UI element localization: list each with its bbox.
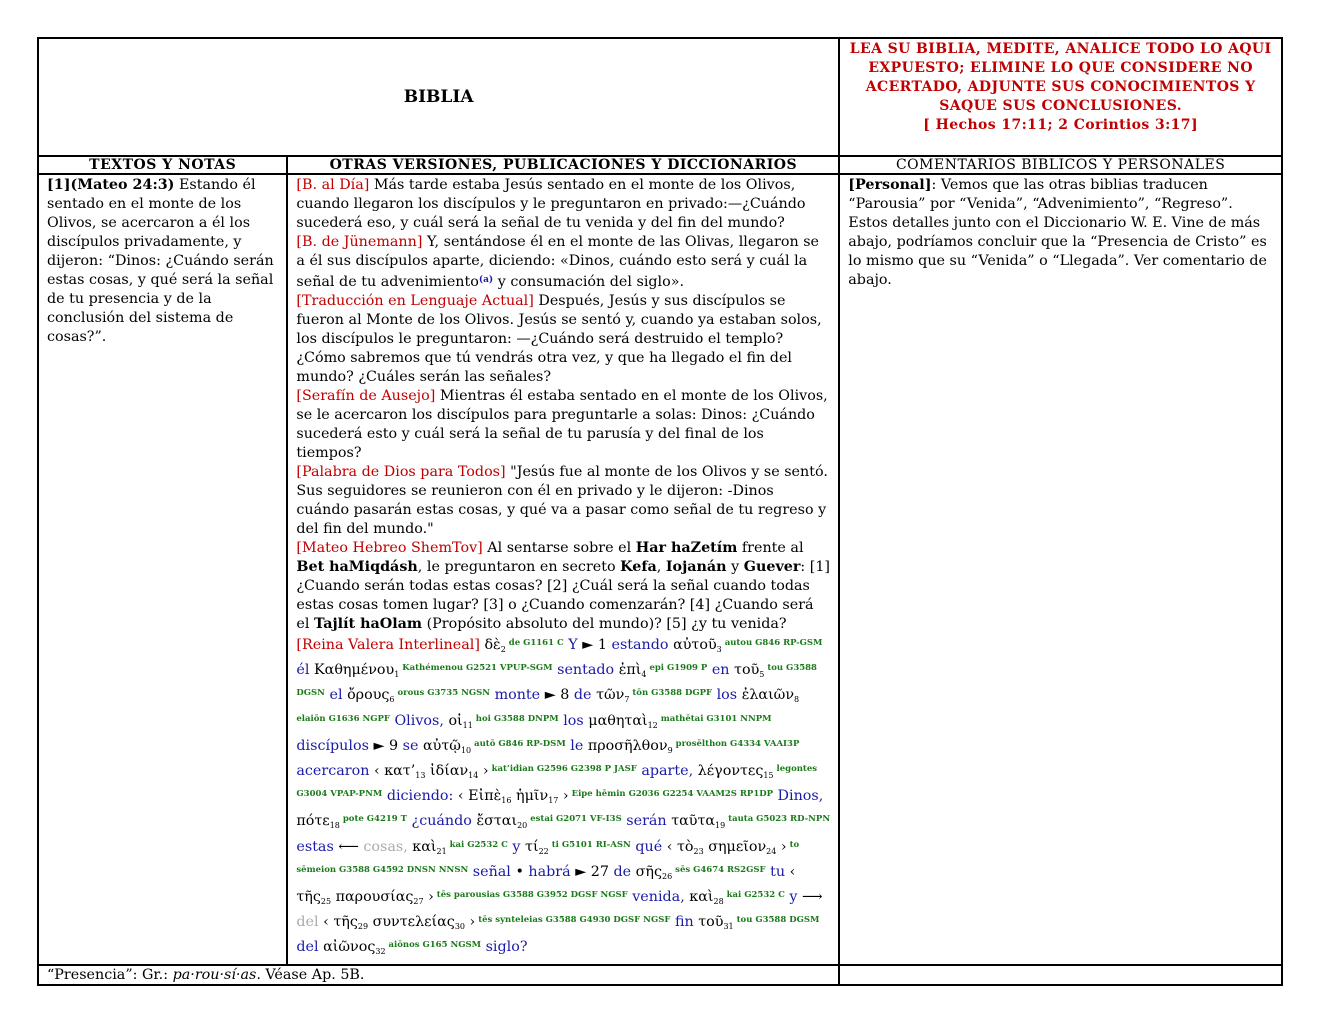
word-order-number: 1 xyxy=(394,670,400,680)
strongs-code[interactable]: Kathémenou G2521 VPUP-SGM xyxy=(399,663,553,674)
greek-token xyxy=(323,939,481,955)
order-marker: ⟵ xyxy=(338,838,359,855)
shemtov-term: Guever xyxy=(743,559,801,575)
header-title xyxy=(38,38,839,156)
greek-token xyxy=(636,864,766,880)
header-note xyxy=(839,38,1282,156)
spanish-word: los xyxy=(716,687,738,704)
version-text: Y, sentándose él en el monte de las Olivas, llegaron se a él sus discípulos aparte, diciendo: «Dinos, cuándo esto será y cuál la señal de tu advenimiento xyxy=(296,234,820,290)
word-order-number: 8 xyxy=(794,695,800,705)
greek-token xyxy=(476,813,621,829)
greek-word: αὐτοῦ xyxy=(673,637,717,653)
greek-word: ἐλαιῶν xyxy=(741,687,795,704)
word-order-number: 22 xyxy=(538,846,549,856)
word-order-number: 17 xyxy=(548,796,559,806)
spanish-word: fin xyxy=(674,914,694,931)
spanish-word: siglo? xyxy=(485,939,528,956)
spanish-word: le xyxy=(570,737,584,754)
greek-word: ἔσται xyxy=(476,813,518,830)
word-order-number: 32 xyxy=(375,947,386,957)
spanish-word: de xyxy=(613,863,632,880)
order-marker: ► 9 xyxy=(373,737,399,754)
header-note-text: LEA SU BIBLIA, MEDITE, ANALICE TODO LO AQUI EXPUESTO; ELIMINE LO QUE CONSIDERE NO ACERTADO, ADJUNTE SUS CONOCIMIENTOS Y SAQUE SUS CONCLUSIONES. xyxy=(849,41,1272,114)
strongs-code[interactable]: to sēmeion G3588 G4592 DNSN NNSN xyxy=(296,839,800,875)
version-name: [Mateo Hebreo ShemTov] xyxy=(296,540,483,556)
greek-word: ἡμῖν xyxy=(516,788,549,805)
version-text: Después, Jesús y sus discípulos se fueron al Monte de los Olivos. Jesús se sentó y, cuando ya estaban solos, los discípulos le preguntaron: —¿Cuándo será destruido el templo? ¿Cómo sabremos que tú vendrás otra vez, y que ha llegado el fin del mundo? ¿Cuáles serán las señales? xyxy=(296,293,822,385)
strongs-code[interactable]: tou G3588 DGSM xyxy=(733,915,820,926)
greek-token xyxy=(423,738,566,754)
greek-word: Καθημένου xyxy=(313,662,395,679)
order-marker: ⟶ xyxy=(802,889,823,906)
version-name: [B. de Jünemann] xyxy=(296,234,423,250)
spanish-word: Y xyxy=(568,637,578,653)
footnote-transliteration: pa·rou·sí·as xyxy=(172,966,257,983)
word-order-number: 27 xyxy=(413,897,424,907)
greek-word: οἱ xyxy=(448,712,463,729)
greek-token xyxy=(314,662,553,678)
greek-token: ἰδίαν$_{14}$ › $^{kat’idian G2596 G2398 P JASF}$ xyxy=(430,763,637,781)
strongs-code[interactable]: kai G2532 C xyxy=(723,890,785,901)
strongs-code[interactable]: kat’idian G2596 G2398 P JASF xyxy=(488,764,637,775)
footnote-empty-cell xyxy=(839,965,1282,985)
greek-token xyxy=(619,662,708,678)
word-order-number: 23 xyxy=(693,846,704,856)
word-order-number: 29 xyxy=(357,922,369,932)
version-name: [B. al Día] xyxy=(296,177,370,193)
version-text: Más tarde estaba Jesús sentado en el monte de los Olivos, cuando llegaron los discípulos y le preguntaron en privado:—¿Cuándo sucederá eso, y cuál será la señal de tu venida y del fin del mundo? xyxy=(296,177,806,231)
strongs-code[interactable]: Eipe hēmin G2036 G2254 VAAM2S RP1DP xyxy=(568,789,773,800)
shemtov-text: : [1] ¿Cuando serán todas estas cosas? [2] ¿Cuál será la señal cuando todas estas cosas tomen lugar? [3] o ¿Cuando comenzarán? [4] ¿Cuando será el xyxy=(296,559,831,632)
comentarios-cell xyxy=(839,174,1282,965)
greek-word: μαθηταὶ xyxy=(588,712,648,729)
versions-cell xyxy=(287,174,839,965)
spanish-word: tu xyxy=(770,863,786,880)
greek-word: αἰῶνος xyxy=(323,939,376,956)
greek-word: ‹ κατ’ xyxy=(373,763,416,780)
word-order-number: 26 xyxy=(662,871,673,881)
greek-token xyxy=(525,839,631,855)
strongs-code[interactable]: mathētai G3101 NNPM xyxy=(657,713,772,724)
word-order-number: 31 xyxy=(723,922,734,932)
greek-token xyxy=(689,889,785,905)
greek-word: ‹ τὸ xyxy=(666,838,694,855)
strongs-code[interactable]: autou G846 RP-GSM xyxy=(721,638,823,648)
word-order-number: 11 xyxy=(462,720,473,730)
spanish-word: qué xyxy=(635,838,663,855)
order-marker: ► 27 xyxy=(575,863,609,880)
strongs-code[interactable]: orous G3735 NGSN xyxy=(394,688,491,699)
version-name: [Serafín de Ausejo] xyxy=(296,388,436,404)
greek-token xyxy=(671,813,830,829)
greek-token: ἡμῖν$_{17}$ › $^{Eipe hēmin G2036 G2254 VAAM2S RP1DP}$ xyxy=(516,788,773,806)
strongs-code[interactable]: epi G1909 P xyxy=(646,663,708,674)
version-entry xyxy=(296,233,830,292)
spanish-word: y xyxy=(789,889,798,906)
interlinear-tokens xyxy=(296,637,830,955)
strongs-code[interactable]: autō G846 RP-DSM xyxy=(471,738,566,749)
greek-word: ‹ Εἰπὲ xyxy=(457,788,502,805)
word-order-number: 18 xyxy=(329,821,340,831)
spanish-word: y xyxy=(512,838,521,855)
spanish-word: diciendo: xyxy=(386,788,454,805)
order-marker: ► 8 xyxy=(544,687,570,704)
greek-token xyxy=(596,687,712,703)
greek-token xyxy=(374,763,426,779)
col-header-versiones: OTRAS VERSIONES, PUBLICACIONES Y DICCIONARIOS xyxy=(287,156,839,174)
greek-token xyxy=(448,713,558,729)
spanish-word: discípulos xyxy=(296,737,369,754)
order-marker: • xyxy=(515,863,524,880)
word-order-number: 3 xyxy=(716,645,722,654)
spanish-word: venida, xyxy=(632,889,685,906)
greek-word: καὶ xyxy=(412,838,437,855)
greek-word: παρουσίας xyxy=(335,889,414,906)
shemtov-term: Tajlít haOlam xyxy=(313,616,423,632)
strongs-code[interactable]: tou G3588 DGSN xyxy=(296,663,817,699)
version-name: [Palabra de Dios para Todos] xyxy=(296,464,506,480)
version-entry xyxy=(296,292,830,387)
word-order-number: 30 xyxy=(454,922,465,932)
footnote-text: “Presencia”: Gr.: xyxy=(47,966,173,983)
greek-token: συντελείας$_{30}$ › $^{tēs synteleias G3588 G4930 DGSF NGSF}$ xyxy=(372,914,671,932)
greek-word: συντελείας xyxy=(372,914,455,931)
spanish-word: señal xyxy=(472,863,511,880)
strongs-code[interactable]: tauta G5023 RD-NPN xyxy=(725,814,831,825)
version-name: [Traducción en Lenguaje Actual] xyxy=(296,293,534,309)
shemtov-text: frente al xyxy=(737,540,804,556)
strongs-code[interactable]: legontes G3004 VPAP-PNM xyxy=(296,764,818,800)
greek-word: καὶ xyxy=(689,889,714,906)
greek-word: ‹ τῆς xyxy=(296,863,796,906)
shemtov-text: , le preguntaron en secreto xyxy=(417,559,621,575)
spanish-word: ¿cuándo xyxy=(411,813,472,830)
footnote-cell xyxy=(38,965,839,985)
strongs-code[interactable]: de G1161 C xyxy=(505,638,564,648)
spanish-word: se xyxy=(402,737,419,754)
implied-word: cosas, xyxy=(363,838,408,855)
strongs-code[interactable]: elaiōn G1636 NGPF xyxy=(296,713,390,724)
word-order-number: 4 xyxy=(641,670,647,680)
greek-word: ὄρους xyxy=(347,687,390,704)
word-order-number: 5 xyxy=(759,670,765,680)
greek-token: παρουσίας$_{27}$ › $^{tēs parousias G3588 G3952 DGSF NGSF}$ xyxy=(335,889,628,907)
word-order-number: 13 xyxy=(415,771,426,781)
col-header-textos: TEXTOS Y NOTAS xyxy=(38,156,287,174)
version-text: "Jesús fue al monte de los Olivos y se sentó. Sus seguidores se reunieron con él en privado y le dijeron: -Dinos cuándo pasarán estas cosas, y qué va a pasar como señal de tu regreso y del fin del mundo." xyxy=(296,464,828,537)
greek-token xyxy=(588,713,771,729)
greek-token: σημεῖον$_{24}$ › $^{to sēmeion G3588 G4592 DNSN NNSN}$ xyxy=(296,838,800,875)
strongs-code[interactable]: tēs parousias G3588 G3952 DGSF NGSF xyxy=(433,890,628,901)
strongs-code[interactable]: tēs synteleias G3588 G4930 DGSF NGSF xyxy=(475,915,671,926)
greek-token xyxy=(667,839,704,855)
shemtov-entry xyxy=(296,539,830,634)
word-order-number: 15 xyxy=(763,771,774,781)
greek-word: σημεῖον xyxy=(708,838,767,855)
version-name: [Reina Valera Interlineal] xyxy=(296,637,480,653)
greek-token xyxy=(588,738,799,754)
shemtov-term: Har haZetím xyxy=(635,540,738,556)
footnote-text: . Véase Ap. 5B. xyxy=(256,966,365,983)
spanish-word: del xyxy=(296,939,319,956)
greek-token xyxy=(484,637,563,653)
version-entry xyxy=(296,176,830,233)
spanish-word: los xyxy=(563,712,584,729)
word-order-number: 20 xyxy=(517,821,528,831)
footnote-row xyxy=(38,965,1282,985)
spanish-word: monte xyxy=(494,687,541,704)
spanish-word: el xyxy=(329,687,343,704)
shemtov-text: (Propósito absoluto del mundo)? [5] ¿y tu venida? xyxy=(422,616,787,632)
spanish-word: Olivos, xyxy=(394,712,444,729)
greek-word: τοῦ xyxy=(698,914,724,931)
spanish-word: estando xyxy=(611,637,669,653)
strongs-code[interactable]: tōn G3588 DGPF xyxy=(629,688,713,699)
strongs-code[interactable]: pote G4219 T xyxy=(339,814,407,825)
word-order-number: 21 xyxy=(436,846,447,856)
interlinear-entry xyxy=(296,634,830,962)
greek-word: ταῦτα xyxy=(671,813,716,830)
shemtov-term: Kefa xyxy=(620,559,657,575)
bible-study-table xyxy=(37,37,1283,986)
greek-token xyxy=(673,637,822,653)
spanish-word: habrá xyxy=(528,863,571,880)
shemtov-term: Iojanán xyxy=(665,559,727,575)
greek-token xyxy=(296,813,407,829)
greek-word: ἐπὶ xyxy=(618,662,642,679)
strongs-code[interactable]: hoi G3588 DNPM xyxy=(472,713,559,724)
spanish-word: de xyxy=(573,687,592,704)
spanish-word: acercaron xyxy=(296,763,370,780)
greek-word: τοῦ xyxy=(734,662,760,679)
version-text: y consumación del siglo». xyxy=(493,274,685,290)
greek-word: σῆς xyxy=(635,863,663,880)
greek-word: δὲ xyxy=(484,637,501,653)
column-header-row xyxy=(38,156,1282,174)
title-text: BIBLIA xyxy=(403,87,474,107)
greek-word: αὐτῷ xyxy=(423,737,461,754)
greek-word: λέγοντες xyxy=(697,763,764,780)
spanish-word: estas xyxy=(296,838,334,855)
footnote-ref-link[interactable]: (a) xyxy=(478,275,494,285)
comment-text: : Vemos que las otras biblias traducen “Parousia” por “Venida”, “Advenimiento”, “Regreso”. Estos detalles junto con el Diccionario W. E. Vine de más abajo, podríamos concluir que la “Presencia de Cristo” es lo mismo que su “Venida” o “Llegada”. Ver comentario de abajo. xyxy=(848,177,1267,288)
verse-label: [1](Mateo 24:3) xyxy=(47,177,175,193)
order-marker: ► 1 xyxy=(582,637,607,653)
word-order-number: 14 xyxy=(468,771,479,781)
spanish-word: serán xyxy=(626,813,667,830)
word-order-number: 25 xyxy=(320,897,332,907)
verse-text: Estando él sentado en el monte de los Olivos, se acercaron a él los discípulos privadamente, y dijeron: “Dinos: ¿Cuándo serán estas cosas, y qué será la señal de tu presencia y de la conclusión del sistema de cosas?”. xyxy=(47,177,274,345)
implied-word: del xyxy=(296,914,319,931)
strongs-code[interactable]: ti G5101 RI-ASN xyxy=(548,839,631,850)
word-order-number: 12 xyxy=(647,720,658,730)
greek-token xyxy=(412,839,508,855)
content-row xyxy=(38,174,1282,965)
version-text: Mientras él estaba sentado en el monte de los Olivos, se le acercaron los discípulos para preguntarle a solas: Dinos: ¿Cuándo sucederá esto y cuál será la señal de tu parusía y del final de los tiempos? xyxy=(296,388,828,461)
shemtov-term: Bet haMiqdásh xyxy=(296,559,418,575)
greek-word: τῶν xyxy=(596,687,625,704)
strongs-code[interactable]: aiōnos G165 NGSM xyxy=(385,940,482,951)
greek-token xyxy=(698,914,819,930)
greek-word: ἰδίαν xyxy=(430,763,469,780)
version-entry xyxy=(296,463,830,539)
greek-word: προσῆλθον xyxy=(587,737,668,754)
word-order-number: 7 xyxy=(624,695,630,705)
strongs-code[interactable]: estai G2071 VF-I3S xyxy=(527,814,622,825)
shemtov-text: , xyxy=(656,559,666,575)
greek-word: ‹ τῆς xyxy=(323,914,358,931)
word-order-number: 2 xyxy=(500,645,506,654)
header-note-refs: [ Hechos 17:11; 2 Corintios 3:17] xyxy=(923,117,1198,133)
strongs-code[interactable]: kai G2532 C xyxy=(446,839,508,850)
greek-token xyxy=(458,788,512,804)
greek-word: τί xyxy=(525,838,539,855)
greek-word: πότε xyxy=(296,813,330,830)
word-order-number: 9 xyxy=(667,745,673,755)
greek-token xyxy=(347,687,490,703)
spanish-word: aparte, xyxy=(641,763,694,780)
spanish-word: en xyxy=(711,662,730,679)
shemtov-text: y xyxy=(726,559,744,575)
textos-cell xyxy=(38,174,287,965)
version-entry xyxy=(296,387,830,463)
word-order-number: 28 xyxy=(713,897,724,907)
word-order-number: 24 xyxy=(766,846,777,856)
header-row xyxy=(38,38,1282,156)
spanish-word: él xyxy=(296,662,310,679)
shemtov-text: Al sentarse sobre el xyxy=(482,540,636,556)
spanish-word: sentado xyxy=(557,662,615,679)
strongs-code[interactable]: prosēlthon G4334 VAAI3P xyxy=(672,738,800,749)
word-order-number: 16 xyxy=(501,796,512,806)
word-order-number: 19 xyxy=(715,821,726,831)
strongs-code[interactable]: sēs G4674 RS2GSF xyxy=(672,864,766,875)
word-order-number: 6 xyxy=(389,695,395,705)
col-header-comentarios: COMENTARIOS BIBLICOS Y PERSONALES xyxy=(839,156,1282,174)
greek-token xyxy=(323,914,368,930)
word-order-number: 10 xyxy=(460,745,472,755)
comment-label: [Personal] xyxy=(848,177,932,193)
spanish-word: Dinos, xyxy=(777,788,824,805)
